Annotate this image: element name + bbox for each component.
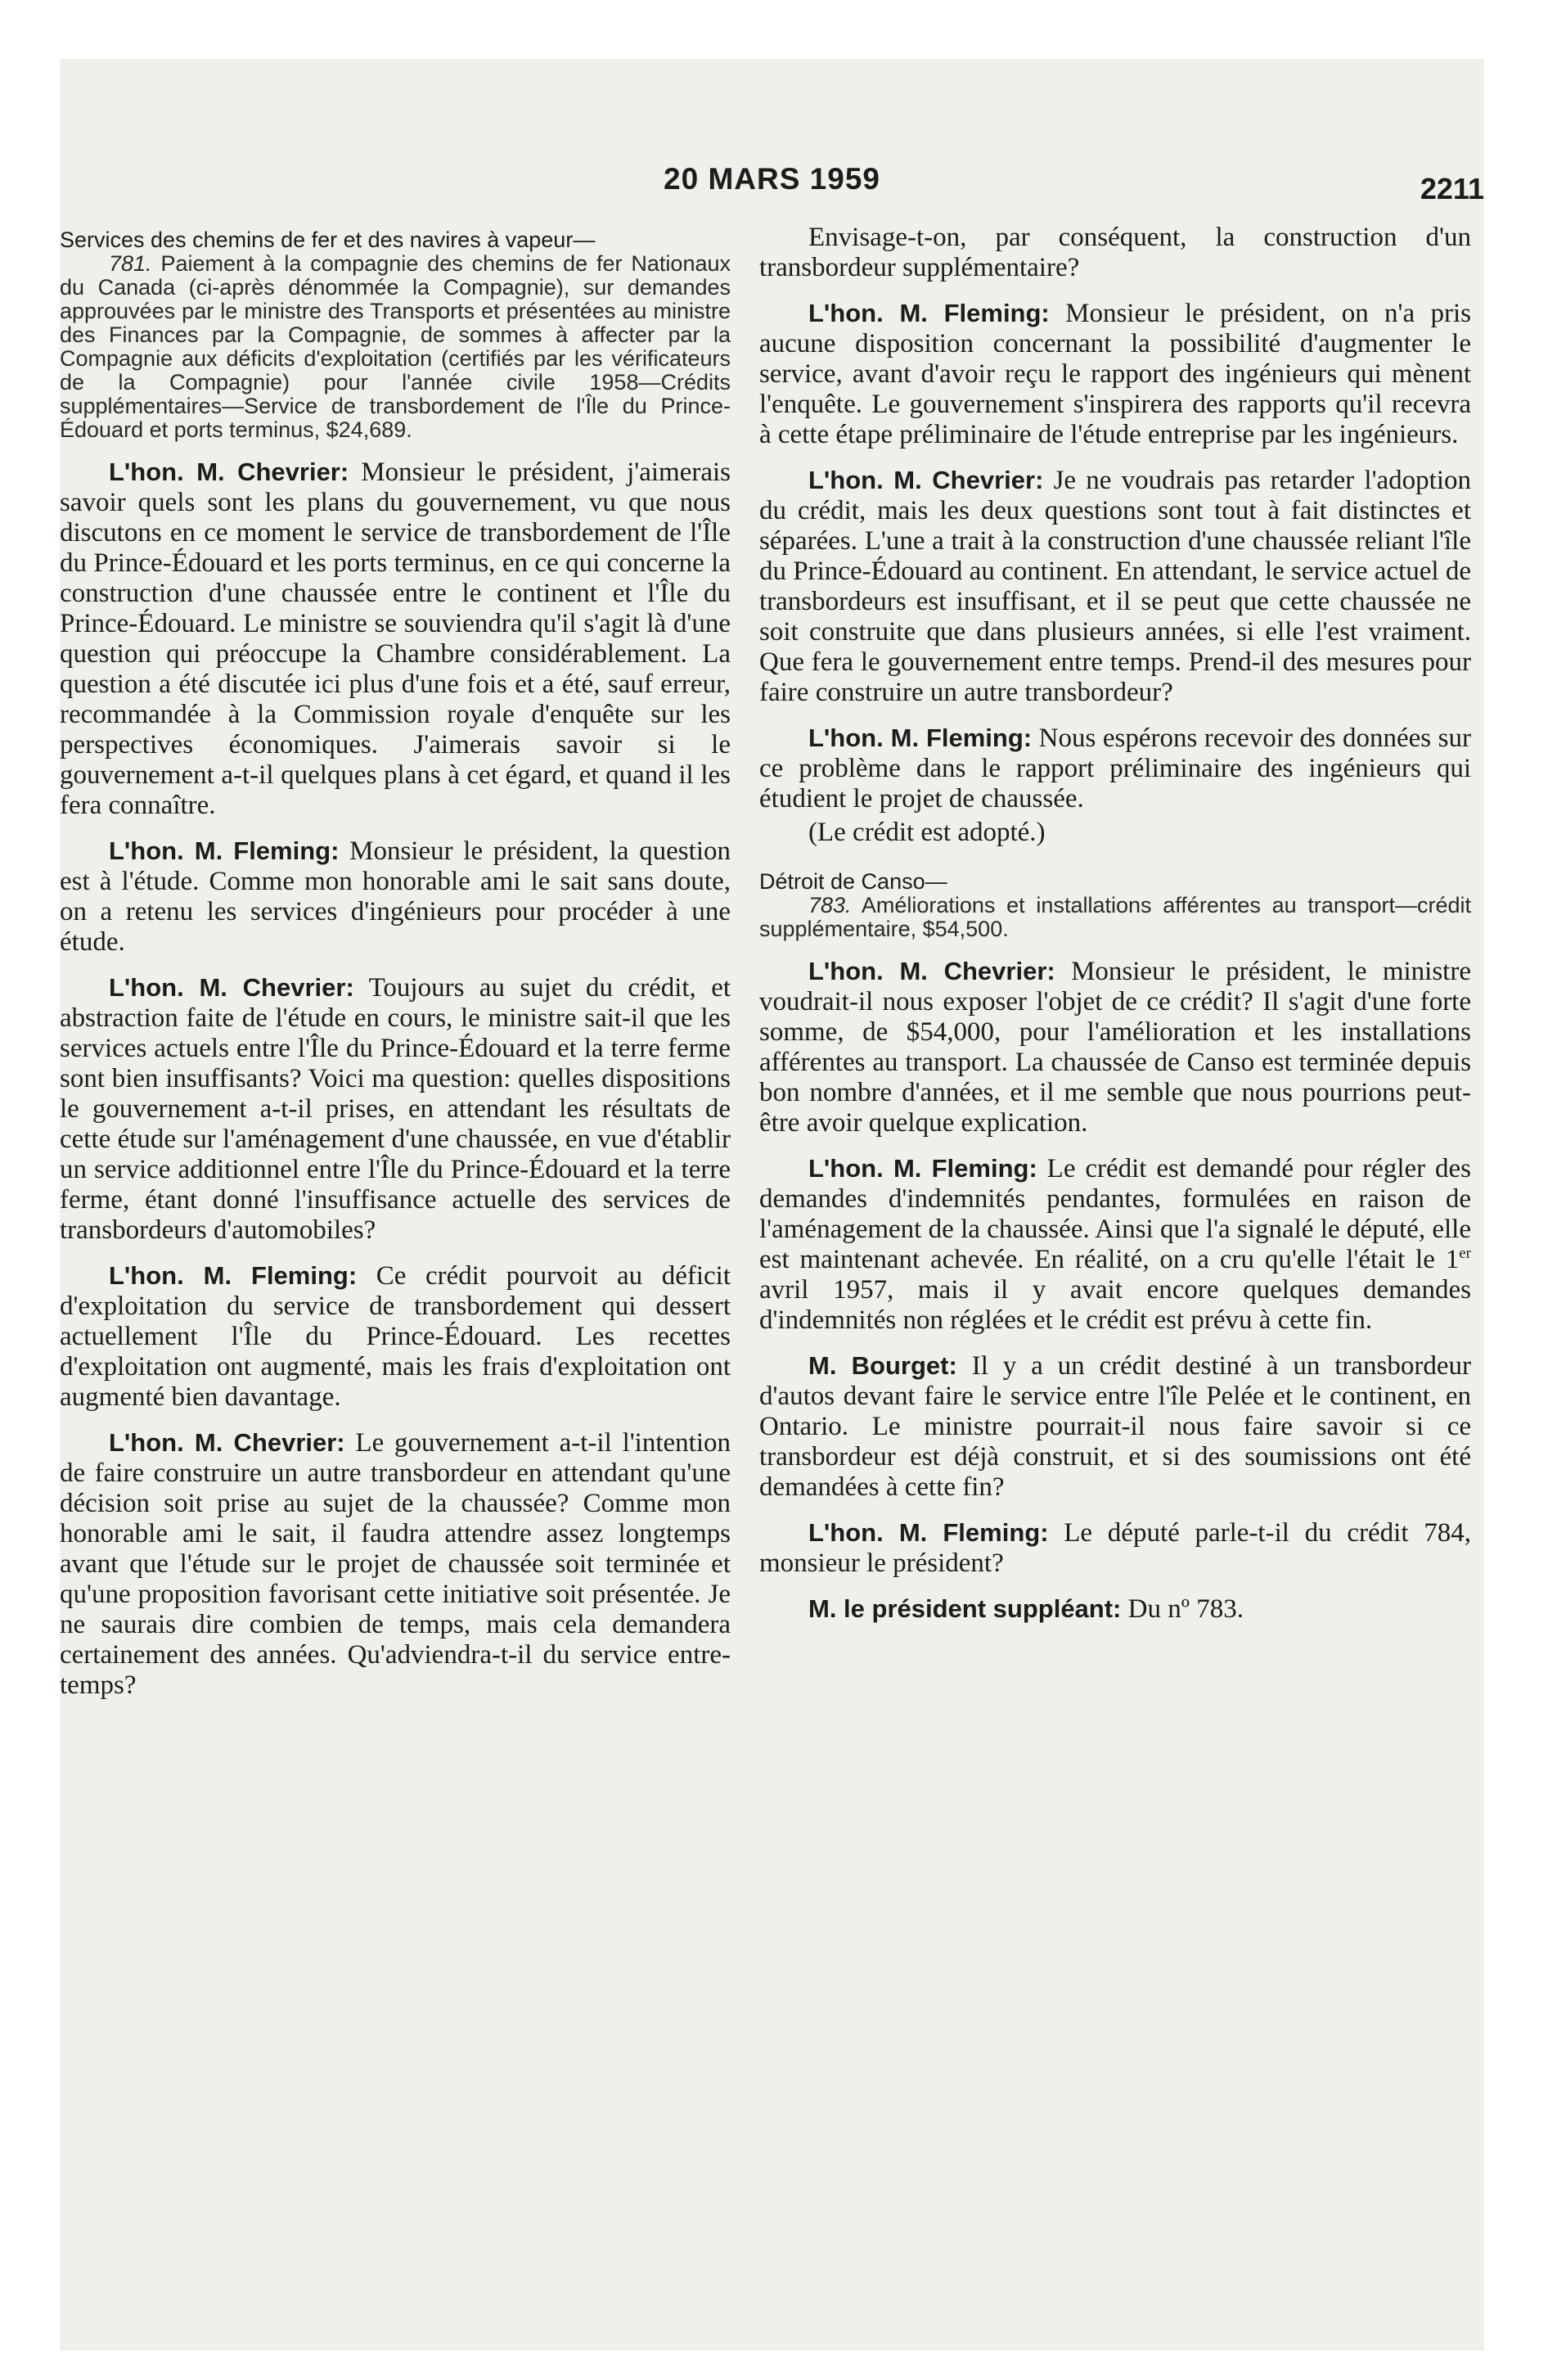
speech-fleming-3: [759, 298, 1471, 450]
speaker-name: L'hon. M. Fleming:: [808, 1154, 1037, 1183]
vote-783-text: [759, 894, 1471, 941]
speaker-name: L'hon. M. Fleming:: [109, 1261, 358, 1290]
speech-text: Ce crédit pourvoit au déficit d'exploitation du service de transbordement qui dessert actuellement l'Île du Prince-Édouard. Les recettes d'exploitation ont augmenté, mais les frais d'exploitation ont augmenté bien davantage.: [60, 1261, 731, 1412]
left-column: [60, 223, 731, 1701]
speech-text: Nous espérons recevoir des données sur ce problème dans le rapport préliminaire des ingénieurs qui étudient le projet de chaussée.: [759, 723, 1471, 814]
speech-fleming-4: [759, 723, 1471, 814]
speaker-name: L'hon. M. Chevrier:: [109, 1428, 345, 1457]
speech-chevrier-5: [759, 956, 1471, 1138]
speech-text: Le député parle-t-il du crédit 784, monsieur le président?: [759, 1518, 1471, 1578]
speaker-name: L'hon. M. Fleming:: [808, 299, 1050, 327]
speech-text: Du nº 783.: [1121, 1594, 1244, 1624]
speech-text: Monsieur le président, on n'a pris aucune disposition concernant la possibilité d'augmenter le service, avant d'avoir reçu le rapport des ingénieurs qui mènent l'enquête. Le gouvernement s'inspirera des rapports qu'il recevra à cette étape préliminaire de l'étude entreprise par les ingénieurs.: [759, 299, 1471, 449]
superscript-er: er: [1459, 1245, 1471, 1262]
speech-text: Le gouvernement a-t-il l'intention de faire construire un autre transbordeur en attendant qu'une décision soit prise au sujet de la chaussée? Comme mon honorable ami le sait, il faudra attendre assez longtemps avant que l'étude sur le projet de chaussée soit terminée et qu'une proposition favorisant cette initiative soit présentée. Je ne saurais dire combien de temps, mais cela demandera certainement des années. Qu'adviendra-t-il du service entre-temps?: [60, 1428, 731, 1700]
speech-chevrier-2: [60, 972, 731, 1246]
speech-chevrier-4: [759, 465, 1471, 708]
document-page: [60, 59, 1484, 2351]
speaker-name: L'hon. M. Chevrier:: [808, 466, 1044, 494]
vote-781-text: [60, 252, 731, 442]
speech-fleming-5: [759, 1153, 1471, 1336]
speaker-name: L'hon. M. Fleming:: [109, 836, 340, 865]
speech-chevrier-3: [60, 1427, 731, 1701]
speech-fleming-1: [60, 836, 731, 958]
speech-fleming-2: [60, 1260, 731, 1413]
speech-text: Monsieur le président, la question est à l'étude. Comme mon honorable ami le sait sans doute, on a retenu les services d'ingénieurs pour procéder à une étude.: [60, 836, 731, 957]
speech-text: Le crédit est demandé pour régler des demandes d'indemnités pendantes, formulées en raison de l'aménagement de la chaussée. Ainsi que l'a signalé le député, elle est maintenant achevée. En réalité, on a cru qu'elle l'était le 1: [759, 1154, 1471, 1274]
vote-781-heading: Services des chemins de fer et des navires à vapeur—: [60, 228, 596, 252]
speaker-name: L'hon. M. Chevrier:: [109, 973, 354, 1002]
vote-781-body: Paiement à la compagnie des chemins de fer Nationaux du Canada (ci-après dénommée la Compagnie), sur demandes approuvées par le ministre des Transports et présentées au ministre des Finances par la Compagnie, de sommes à affecter par la Compagnie aux déficits d'exploitation (certifiés par les vérificateurs de la Compagnie) pour l'année civile 1958—Crédits supplémentaires—Service de transbordement de l'Île du Prince-Édouard et ports terminus, $24,689.: [60, 251, 731, 442]
speech-chevrier-3-continued: Envisage-t-on, par conséquent, la construction d'un transbordeur supplémentaire?: [759, 223, 1471, 282]
speech-text: Je ne voudrais pas retarder l'adoption du crédit, mais les deux questions sont tout à fait distinctes et séparées. L'une a trait à la construction d'une chaussée reliant l'île du Prince-Édouard au continent. En attendant, le service actuel de transbordeurs est insuffisant, et il se peut que cette chaussée ne soit construite que dans plusieurs années, si elle l'est vraiment. Que fera le gouvernement entre temps. Prend-il des mesures pour faire construire un autre transbordeur?: [759, 466, 1471, 707]
vote-adopted-note: (Le crédit est adopté.): [808, 818, 1046, 847]
speaker-name: L'hon. M. Fleming:: [808, 723, 1033, 752]
page-header: [60, 156, 1484, 205]
speaker-name: M. le président suppléant:: [808, 1594, 1122, 1623]
speaker-name: L'hon. M. Chevrier:: [109, 458, 349, 486]
speech-chevrier-1: [60, 457, 731, 821]
header-date: 20 MARS 1959: [664, 162, 880, 196]
speaker-name: L'hon. M. Chevrier:: [808, 957, 1055, 985]
speaker-name: L'hon. M. Fleming:: [808, 1518, 1049, 1547]
right-column: [759, 223, 1471, 1625]
speech-text-cont: avril 1957, mais il y avait encore quelques demandes d'indemnités non réglées et le crédit est prévu à cette fin.: [759, 1275, 1471, 1335]
speech-bourget-1: [759, 1350, 1471, 1503]
vote-783-heading: Détroit de Canso—: [759, 869, 947, 894]
speech-text: Toujours au sujet du crédit, et abstraction faite de l'étude en cours, le ministre sait-il que les services actuels entre l'Île du Prince-Édouard et la terre ferme sont bien insuffisants? Voici ma question: quelles dispositions le gouvernement a-t-il prises, en attendant les résultats de cette étude sur l'aménagement d'une chaussée, en vue d'établir un service additionnel entre l'Île du Prince-Édouard et la terre ferme, étant donné l'insuffisance actuelle des services de transbordeurs d'automobiles?: [60, 973, 731, 1245]
speech-text: Monsieur le président, j'aimerais savoir quels sont les plans du gouvernement, vu que nous discutons en ce moment le service de transbordement de l'Île du Prince-Édouard et les ports terminus, en ce qui concerne la construction d'une chaussée entre le continent et l'Île du Prince-Édouard. Le ministre se souviendra qu'il s'agit là d'une question qui préoccupe la Chambre considérablement. La question a été discutée ici plus d'une fois et a été, sauf erreur, recommandée à la Commission royale d'enquête sur les perspectives économiques. J'aimerais savoir si le gouvernement a-t-il quelques plans à cet égard, et quand il les fera connaître.: [60, 458, 731, 820]
speech-text: Monsieur le président, le ministre voudrait-il nous exposer l'objet de ce crédit? Il s'agit d'une forte somme, de $54,000, pour l'amélioration et les installations afférentes au transport. La chaussée de Canso est terminée depuis bon nombre d'années, et il me semble que nous pourrions peut-être avoir quelque explication.: [759, 957, 1471, 1138]
speech-text: Il y a un crédit destiné à un transbordeur d'autos devant faire le service entre l'île Pelée et le continent, en Ontario. Le ministre pourrait-il nous faire savoir si ce transbordeur est déjà construit, et si des soumissions ont été demandées à cette fin?: [759, 1351, 1471, 1502]
speaker-name: M. Bourget:: [808, 1351, 957, 1380]
page-number: 2211: [1420, 172, 1484, 205]
vote-781-number: 781.: [109, 251, 152, 276]
speech-deputy-chair-1: [759, 1593, 1471, 1625]
speech-fleming-6: [759, 1517, 1471, 1579]
vote-783-body: Améliorations et installations afférentes au transport—crédit supplémentaire, $54,500.: [759, 893, 1471, 941]
vote-783-number: 783.: [808, 893, 852, 917]
